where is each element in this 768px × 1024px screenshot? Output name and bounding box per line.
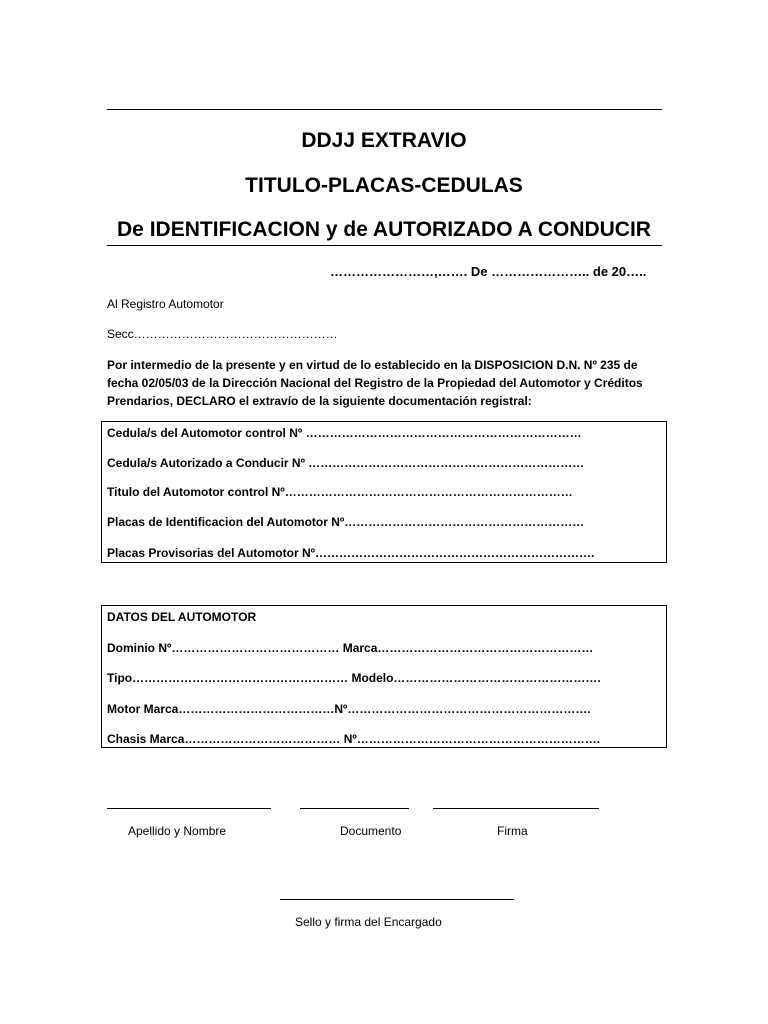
document-label: Documento [340,824,402,838]
signature-label: Firma [497,824,528,838]
vehicle-row-tipo: Tipo……………………………………………… Modelo……………………………………………. [107,671,601,685]
firma-signature-line [433,808,599,809]
document-item-titulo: Titulo del Automotor control Nº……………………………………………………………… [107,485,573,499]
title-underline [107,245,662,246]
document-subtitle: TITULO-PLACAS-CEDULAS [245,174,523,197]
document-item-cedula-automotor: Cedula/s del Automotor control Nº …………………………………………………………… [107,426,582,440]
name-signature-line [107,808,271,809]
vehicle-row-dominio: Dominio Nº…………………………………… Marca……………………………………………… [107,641,594,655]
document-item-cedula-autorizado: Cedula/s Autorizado a Conducir Nº …………………………………………………………… [107,456,585,470]
document-item-placas-identificacion: Placas de Identificacion del Automotor Nº…………………………………………………… [107,515,585,529]
document-title: DDJJ EXTRAVIO [301,129,467,152]
vehicle-row-motor: Motor Marca…………………………………Nº……………………………………………………. [107,702,591,716]
vehicle-data-box [101,605,667,748]
document-item-placas-provisorias: Placas Provisorias del Automotor Nº……………………………………………………………. [107,546,595,560]
vehicle-data-heading: DATOS DEL AUTOMOTOR [107,610,257,624]
documents-box [101,421,667,563]
top-rule [107,109,662,110]
document-subtitle-2: De IDENTIFICACION y de AUTORIZADO A CONDUCIR [117,218,651,241]
document-signature-line [300,808,409,809]
section-line: Secc…………………………………………… [107,327,338,341]
addressee: Al Registro Automotor [107,297,224,311]
officer-label: Sello y firma del Encargado [295,915,442,929]
name-label: Apellido y Nombre [128,824,227,838]
vehicle-row-chasis: Chasis Marca………………………………… Nº……………………………………………………. [107,732,601,746]
declaration-text: Por intermedio de la presente y en virtud de lo establecido en la DISPOSICION D.N. Nº 235 de fecha 02/05/03 de la Dirección Nacional del Registro de la Propiedad del Automotor y Créditos Prendarios, DECLARO el extravío de la siguiente documentación registral: [107,358,643,408]
date-line: ……………………,……. De ………………….. de 20….. [330,264,647,279]
officer-signature-line [280,899,514,900]
